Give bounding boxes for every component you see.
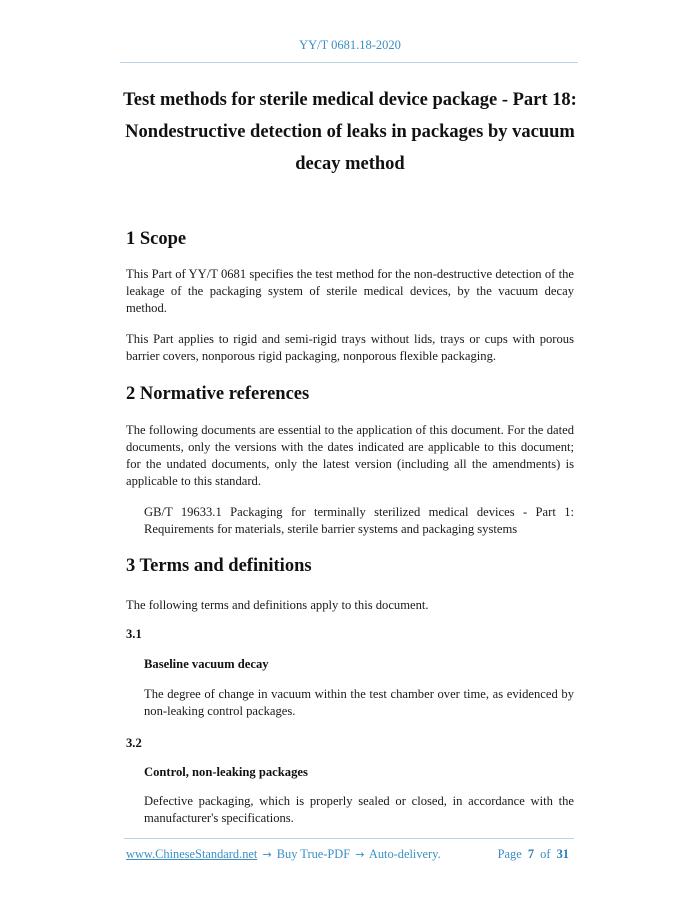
section-heading-scope: 1 Scope (126, 229, 187, 249)
section-heading-normative-references: 2 Normative references (126, 384, 310, 404)
page-label: Page (497, 847, 522, 861)
footer-step-buy: Buy True-PDF (276, 847, 351, 861)
arrow-right-icon: → (262, 848, 272, 861)
term-definition: Defective packaging, which is properly sealed or closed, in accordance with the manufacturer's specifications. (144, 794, 574, 825)
normative-references-paragraph: The following documents are essential to the application of this document. For the dated documents, only the versions with the dates indicated are applicable to this document; for the undated documents, only the latest version (including all the amendments) is applicable to this standard. (126, 423, 574, 488)
document-title (110, 84, 590, 180)
term-definition: The degree of change in vacuum within the test chamber over time, as evidenced by non-leaking control packages. (144, 687, 574, 718)
page-header-standard-id: YY/T 0681.18-2020 (299, 38, 401, 52)
page-indicator (498, 847, 572, 862)
reference-item: GB/T 19633.1 Packaging for terminally sterilized medical devices - Part 1: Requirements for materials, sterile barrier systems and packaging systems (144, 505, 574, 536)
page-of-label: of (540, 847, 551, 861)
title-line-1: Test methods for sterile medical device package - Part 18: (123, 90, 577, 110)
page-total: 31 (556, 847, 569, 861)
terms-intro-paragraph: The following terms and definitions apply to this document. (126, 598, 429, 612)
footer-divider (124, 838, 574, 839)
title-line-2: Nondestructive detection of leaks in packages by vacuum (125, 122, 575, 142)
header-divider (120, 62, 578, 63)
scope-paragraph-1: This Part of YY/T 0681 specifies the test method for the non-destructive detection of the leakage of the packaging system of sterile medical devices, by the vacuum decay method. (126, 267, 574, 315)
term-title: Baseline vacuum decay (144, 657, 269, 671)
footer-step-delivery: Auto-delivery. (368, 847, 441, 861)
clause-number: 3.2 (126, 736, 142, 750)
clause-number: 3.1 (126, 627, 142, 641)
section-heading-terms-definitions: 3 Terms and definitions (126, 556, 312, 576)
term-title: Control, non-leaking packages (144, 765, 308, 779)
page-current: 7 (527, 847, 535, 861)
arrow-right-icon: → (355, 848, 365, 861)
page-footer (126, 847, 572, 862)
scope-paragraph-2: This Part applies to rigid and semi-rigid trays without lids, trays or cups with porous barrier covers, nonporous rigid packaging, nonporous flexible packaging. (126, 332, 574, 363)
chinesestandard-link[interactable]: www.ChineseStandard.net (126, 847, 258, 861)
title-line-3: decay method (295, 154, 405, 174)
